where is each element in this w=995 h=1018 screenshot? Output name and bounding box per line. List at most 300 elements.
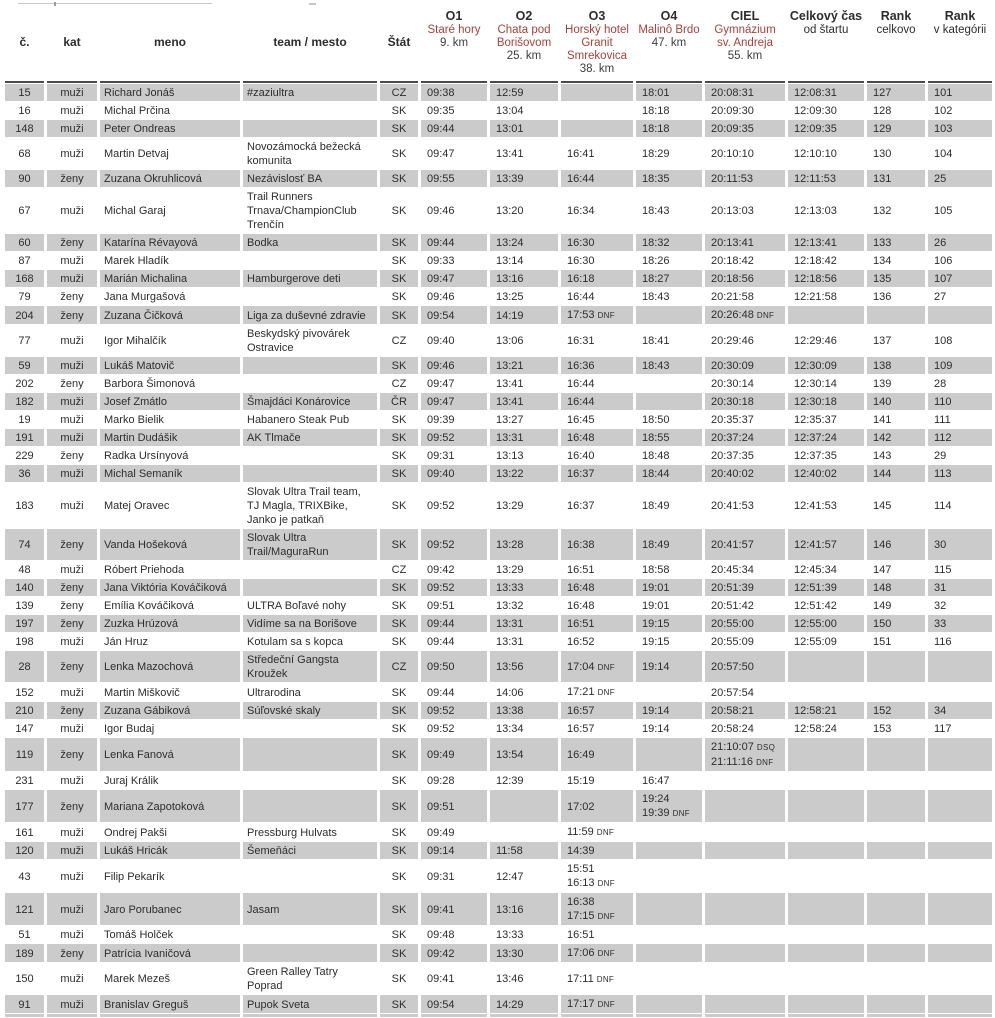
- cell-stat: SK: [380, 842, 418, 859]
- cell-team: Hamburgerove deti: [243, 270, 377, 287]
- cell-o2: 13:27: [496, 414, 524, 426]
- cell-team: Slovak Ultra Trail/MaguraRun: [243, 529, 377, 560]
- cell-meno: Katarína Révayová: [100, 234, 240, 251]
- cell-bib: 168: [5, 270, 44, 287]
- cell-rank_category: [928, 306, 992, 324]
- cell-bib: 183: [15, 500, 34, 512]
- cell-meno: Michal Prčina: [104, 105, 171, 117]
- cell-ciel: [705, 790, 785, 822]
- cell-bib: 229: [15, 450, 34, 462]
- results-table-body: [5, 84, 992, 1017]
- top-edge-remnant-tick: [54, 2, 56, 6]
- cell-rank_category: [928, 651, 992, 682]
- cell-stat: SK: [391, 723, 407, 735]
- cell-rank_overall: 140: [867, 393, 925, 410]
- cell-o1: 09:48: [427, 929, 455, 941]
- cell-stat: SK: [380, 429, 418, 446]
- cell-meno: Josef Zmátlo: [100, 393, 240, 410]
- cell-o1: 09:38: [421, 84, 487, 101]
- cell-total: 12:10:10: [794, 148, 837, 160]
- cell-bib: 189: [5, 944, 44, 962]
- cell-stat: SK: [391, 291, 407, 303]
- cell-o2: 14:19: [490, 306, 558, 324]
- col-header-total-sub: od štartu: [803, 24, 849, 36]
- cell-ciel: 21:10:07 DSQ 21:11:16 DNF: [705, 738, 785, 771]
- cell-o2: 13:06: [496, 335, 524, 347]
- cell-bib: 43: [18, 870, 31, 883]
- cell-total: [788, 823, 864, 841]
- cell-meno: Vanda Hošeková: [100, 529, 240, 560]
- table-row: [5, 411, 992, 428]
- cell-o2: 13:46: [496, 973, 524, 985]
- cell-o4: 19:24 19:39 DNF: [636, 790, 702, 822]
- cell-o2: 13:29: [496, 564, 524, 576]
- cell-partial: [380, 1014, 418, 1017]
- cell-ciel: 20:30:09: [705, 357, 785, 374]
- cell-o4: 18:43: [642, 205, 670, 217]
- cell-ciel: 20:10:10: [711, 148, 754, 160]
- cell-kat: muži: [47, 393, 97, 410]
- cell-ciel: 20:37:24: [705, 429, 785, 446]
- cell-rank_overall: 136: [873, 291, 892, 303]
- cell-o2: 14:29: [490, 995, 558, 1013]
- cell-meno: Michal Garaj: [104, 205, 166, 217]
- cell-kat: ženy: [47, 615, 97, 632]
- cell-total: 12:55:09: [794, 636, 837, 648]
- cell-bib: 204: [5, 306, 44, 324]
- cell-o3: 16:49: [561, 738, 633, 771]
- cell-o1: 09:44: [421, 234, 487, 251]
- cell-rank_category: [928, 790, 992, 822]
- top-edge-remnant-mark: [309, 3, 316, 5]
- cell-rank_overall: [867, 738, 925, 771]
- cell-kat: muži: [60, 500, 84, 512]
- cell-total: [788, 772, 864, 789]
- cell-bib: 202: [15, 378, 34, 390]
- col-header-ciel: [705, 3, 785, 83]
- cell-o2: 12:47: [496, 870, 524, 883]
- cell-o3: 15:19: [567, 775, 595, 787]
- cell-bib: 67: [18, 205, 31, 217]
- status-flag: DSQ: [756, 743, 776, 752]
- cell-o2: 13:01: [490, 120, 558, 137]
- cell-meno: Martin Dudášik: [100, 429, 240, 446]
- cell-o1: 09:52: [421, 702, 487, 719]
- cell-o3: 14:39: [561, 842, 633, 859]
- status-flag: DNF: [756, 758, 774, 767]
- cell-ciel: 20:58:24: [711, 723, 754, 735]
- cell-o3: 16:57: [567, 723, 595, 735]
- status-flag: DNF: [672, 809, 690, 818]
- cell-kat: muži: [47, 465, 97, 482]
- cell-kat: muži: [60, 775, 84, 787]
- cell-o1: 09:39: [427, 414, 455, 426]
- status-flag: DNF: [597, 879, 615, 888]
- cell-kat: ženy: [47, 738, 97, 771]
- cell-rank_overall: 134: [873, 255, 892, 267]
- cell-o4: 18:27: [636, 270, 702, 287]
- cell-total: 12:21:58: [794, 291, 837, 303]
- cell-rank_category: [928, 683, 992, 701]
- cell-rank_category: 114: [934, 500, 952, 512]
- cell-stat: CZ: [391, 378, 407, 390]
- cell-bib: 182: [5, 393, 44, 410]
- cell-meno: Branislav Greguš: [100, 995, 240, 1013]
- cell-o3: 16:51: [567, 929, 595, 941]
- cell-kat: muži: [47, 429, 97, 446]
- col-header-kat: [47, 3, 97, 83]
- cell-kat: muži: [60, 929, 84, 941]
- cell-o3: 16:45: [567, 414, 595, 426]
- cell-meno: Michal Semaník: [100, 465, 240, 482]
- cell-o4: 19:01: [642, 600, 670, 612]
- cell-o2: 13:31: [490, 615, 558, 632]
- cell-total: 12:08:31: [788, 84, 864, 101]
- table-row: [5, 633, 992, 650]
- cell-total: [788, 306, 864, 324]
- cell-kat: ženy: [60, 378, 84, 390]
- cell-bib: 198: [15, 636, 34, 648]
- cell-ciel: 20:18:56: [705, 270, 785, 287]
- cell-rank_category: 116: [934, 636, 952, 648]
- cell-rank_category: [928, 995, 992, 1013]
- cell-o4: 18:50: [642, 414, 670, 426]
- cell-rank_category: 112: [928, 429, 992, 446]
- cell-o4: 18:43: [636, 357, 702, 374]
- col-header-meno-label: meno: [153, 35, 186, 49]
- cell-rank_overall: 149: [873, 600, 892, 612]
- cell-o4: [636, 926, 702, 943]
- col-header-team: [243, 3, 377, 83]
- cell-rank_overall: 130: [873, 148, 892, 160]
- table-row: [5, 429, 992, 446]
- col-header-o3: [561, 3, 633, 83]
- cell-o1: 09:46: [427, 205, 455, 217]
- cell-o1: 09:31: [427, 870, 455, 883]
- cell-ciel: 20:55:00: [705, 615, 785, 632]
- cell-kat: muži: [60, 105, 84, 117]
- cell-bib: 191: [5, 429, 44, 446]
- cell-o4: 18:43: [642, 291, 670, 303]
- cell-o3: 16:51: [561, 615, 633, 632]
- cell-total: [788, 842, 864, 859]
- cell-stat: SK: [391, 414, 407, 426]
- cell-total: [788, 790, 864, 822]
- cell-stat: SK: [380, 234, 418, 251]
- cell-o2: 13:54: [490, 738, 558, 771]
- cell-kat: muži: [60, 723, 84, 735]
- cell-o1: 09:52: [421, 579, 487, 596]
- cell-o3: 16:44: [561, 393, 633, 410]
- cell-kat: ženy: [47, 944, 97, 962]
- cell-rank_overall: [867, 823, 925, 841]
- cell-stat: SK: [380, 893, 418, 925]
- cell-partial: [928, 1014, 992, 1017]
- col-header-total-label: Celkový čas: [789, 9, 863, 23]
- cell-team: Nezávislosť BA: [243, 170, 377, 187]
- cell-bib: 51: [18, 929, 31, 941]
- cell-ciel: 20:40:02: [705, 465, 785, 482]
- cell-bib: 121: [5, 893, 44, 925]
- col-header-o1: [421, 3, 487, 83]
- cell-o2: 13:28: [490, 529, 558, 560]
- results-table: [2, 2, 995, 1018]
- table-row: [5, 393, 992, 410]
- cell-rank_overall: [867, 683, 925, 701]
- cell-o2: 13:16: [490, 270, 558, 287]
- cell-ciel: 20:13:03: [711, 205, 754, 217]
- table-row: [5, 683, 992, 701]
- cell-total: 12:58:21: [788, 702, 864, 719]
- cell-team: Súľovské skaly: [243, 702, 377, 719]
- cell-meno: Marián Michalina: [100, 270, 240, 287]
- table-row: [5, 483, 992, 528]
- cell-total: [788, 944, 864, 962]
- cell-o1: 09:44: [427, 686, 455, 699]
- cell-meno: Zuzana Okruhlicová: [100, 170, 240, 187]
- table-row: [5, 823, 992, 841]
- cell-o3: 16:44: [567, 378, 595, 390]
- cell-o3: 17:06 DNF: [561, 944, 633, 962]
- cell-o3: [561, 102, 633, 119]
- cell-rank_category: 103: [928, 120, 992, 137]
- cell-meno: Zuzana Gábiková: [100, 702, 240, 719]
- cell-o4: 19:15: [636, 615, 702, 632]
- cell-bib: 119: [5, 738, 44, 771]
- table-row: [5, 288, 992, 305]
- cell-o3: 16:18: [561, 270, 633, 287]
- cell-rank_overall: 138: [867, 357, 925, 374]
- cell-stat: SK: [380, 738, 418, 771]
- cell-o1: 09:40: [427, 335, 455, 347]
- cell-rank_category: 30: [928, 529, 992, 560]
- cell-o2: 13:30: [490, 944, 558, 962]
- cell-team: Liga za duševné zdravie: [243, 306, 377, 324]
- cell-rank_overall: 143: [873, 450, 892, 462]
- cell-total: [788, 860, 864, 892]
- col-header-rank-overall-sub: celkovo: [876, 24, 916, 36]
- cell-ciel: 20:13:41: [705, 234, 785, 251]
- table-row: [5, 720, 992, 737]
- cell-bib: 79: [18, 291, 31, 303]
- cell-total: 12:41:57: [788, 529, 864, 560]
- cell-o4: [636, 860, 702, 892]
- cell-o2: 14:06: [496, 686, 524, 699]
- cell-o2: 12:39: [496, 775, 524, 787]
- cell-kat: muži: [60, 826, 84, 839]
- cell-rank_overall: [867, 790, 925, 822]
- cell-stat: SK: [380, 790, 418, 822]
- cell-o1: 09:52: [427, 723, 455, 735]
- cell-rank_overall: [867, 306, 925, 324]
- cell-o1: 09:47: [421, 393, 487, 410]
- cell-o4: 18:49: [642, 500, 670, 512]
- cell-o4: [636, 823, 702, 841]
- cell-rank_overall: 151: [873, 636, 892, 648]
- status-flag: DNF: [597, 912, 615, 921]
- table-row: [5, 944, 992, 962]
- cell-ciel: 20:09:35: [705, 120, 785, 137]
- cell-total: 12:51:39: [788, 579, 864, 596]
- header-row: [5, 3, 992, 83]
- cell-o1: 09:52: [421, 429, 487, 446]
- cell-total: 12:55:00: [788, 615, 864, 632]
- cell-kat: ženy: [47, 306, 97, 324]
- cell-stat: CZ: [380, 651, 418, 682]
- cell-o4: [636, 944, 702, 962]
- cell-bib: 161: [15, 826, 34, 839]
- cell-rank_category: 101: [928, 84, 992, 101]
- cell-meno: Barbora Šimonová: [104, 378, 196, 390]
- cell-rank_category: 27: [934, 291, 947, 303]
- cell-total: 12:18:56: [788, 270, 864, 287]
- cell-team: [243, 288, 377, 305]
- cell-o3: 11:59 DNF: [567, 826, 615, 838]
- cell-bib: 152: [15, 686, 34, 699]
- cell-partial: [636, 1014, 702, 1017]
- cell-o3: 17:53 DNF: [561, 306, 633, 324]
- cell-meno: Martin Miškovič: [104, 686, 180, 699]
- col-header-o2-km: 25. km: [506, 50, 542, 62]
- cell-o4: 18:44: [636, 465, 702, 482]
- cell-o4: 19:14: [642, 723, 670, 735]
- cell-ciel: 20:35:37: [711, 414, 754, 426]
- cell-o4: 16:47: [642, 775, 670, 787]
- col-header-rank-category-sub: v kategórii: [933, 24, 987, 36]
- cell-o2: 13:32: [496, 600, 524, 612]
- cell-total: 12:45:34: [794, 564, 837, 576]
- cell-stat: SK: [391, 205, 407, 217]
- cell-o3: 16:44: [561, 170, 633, 187]
- cell-ciel: 20:51:42: [711, 600, 754, 612]
- table-row: [5, 702, 992, 719]
- cell-kat: muži: [47, 120, 97, 137]
- col-header-o4-km: 47. km: [651, 37, 687, 49]
- cell-o2: 13:04: [496, 105, 524, 117]
- cell-o3: 17:04 DNF: [561, 651, 633, 682]
- col-header-total-time: [788, 3, 864, 83]
- cell-rank_overall: 141: [873, 414, 892, 426]
- cell-rank_category: [928, 860, 992, 892]
- cell-bib: 139: [15, 600, 34, 612]
- cell-bib: 59: [5, 357, 44, 374]
- cell-meno: Patrícia Ivaničová: [100, 944, 240, 962]
- cell-stat: SK: [380, 357, 418, 374]
- cell-kat: muži: [60, 205, 84, 217]
- cell-total: 12:35:37: [794, 414, 837, 426]
- table-row: [5, 995, 992, 1013]
- cell-ciel: 20:30:14: [711, 378, 754, 390]
- cell-o1: 09:41: [427, 973, 455, 985]
- cell-kat: muži: [47, 995, 97, 1013]
- cell-total: 12:18:42: [794, 255, 837, 267]
- cell-stat: SK: [380, 702, 418, 719]
- cell-ciel: [705, 893, 785, 925]
- cell-o3: 15:51 16:13 DNF: [567, 863, 615, 889]
- cell-bib: 74: [5, 529, 44, 560]
- cell-kat: muži: [60, 255, 84, 267]
- cell-o1: 09:14: [421, 842, 487, 859]
- cell-rank_overall: [867, 995, 925, 1013]
- cell-o1: 09:49: [421, 738, 487, 771]
- cell-total: 12:37:24: [788, 429, 864, 446]
- cell-total: 12:30:14: [794, 378, 837, 390]
- col-header-bib: [5, 3, 44, 83]
- cell-kat: ženy: [47, 702, 97, 719]
- cell-ciel: 20:18:42: [711, 255, 754, 267]
- cell-rank_category: 111: [934, 414, 951, 426]
- cell-rank_category: 107: [928, 270, 992, 287]
- cell-o1: 09:35: [427, 105, 455, 117]
- cell-o2: 13:16: [490, 893, 558, 925]
- cell-o4: 18:41: [642, 335, 670, 347]
- cell-rank_category: 115: [934, 564, 952, 576]
- table-row: [5, 252, 992, 269]
- cell-team: Pupok Sveta: [243, 995, 377, 1013]
- cell-bib: 210: [5, 702, 44, 719]
- table-row: [5, 138, 992, 169]
- cell-team: Beskydský pivovárek Ostravice: [247, 328, 350, 354]
- cell-team: Bodka: [243, 234, 377, 251]
- cell-o2: 13:25: [496, 291, 524, 303]
- cell-bib: 177: [5, 790, 44, 822]
- col-header-ciel-place: Gymnázium sv. Andreja: [714, 24, 776, 49]
- cell-partial: [788, 1014, 864, 1017]
- cell-o3: [561, 84, 633, 101]
- cell-team: [243, 465, 377, 482]
- cell-rank_overall: 129: [867, 120, 925, 137]
- cell-total: [788, 995, 864, 1013]
- cell-kat: ženy: [60, 600, 84, 612]
- cell-bib: 68: [18, 148, 31, 160]
- table-row: [5, 926, 992, 943]
- cell-team: [243, 926, 377, 943]
- col-header-team-label: team / mesto: [273, 35, 347, 49]
- cell-o2: 13:33: [496, 929, 524, 941]
- cell-rank_overall: 132: [873, 205, 892, 217]
- cell-partial: [243, 1014, 377, 1017]
- cell-stat: SK: [391, 870, 407, 883]
- cell-kat: ženy: [47, 579, 97, 596]
- cell-o4: 19:15: [642, 636, 670, 648]
- cell-team: AK Tlmače: [243, 429, 377, 446]
- cell-o3: 16:37: [567, 500, 595, 512]
- cell-rank_category: 32: [934, 600, 947, 612]
- cell-rank_category: 108: [934, 335, 953, 347]
- cell-o4: [636, 893, 702, 925]
- cell-o3: 17:17 DNF: [561, 995, 633, 1013]
- cell-o1: 09:31: [427, 450, 455, 462]
- cell-team: Ultrarodina: [247, 686, 301, 699]
- cell-ciel: 20:21:58: [711, 291, 754, 303]
- cell-team: #zaziultra: [243, 84, 377, 101]
- cell-o1: 09:44: [421, 120, 487, 137]
- col-header-meno: [100, 3, 240, 83]
- cell-o4: 19:14: [636, 651, 702, 682]
- cell-stat: SK: [391, 148, 407, 160]
- cell-team: ULTRA Boľavé nohy: [247, 600, 346, 612]
- cell-kat: ženy: [47, 790, 97, 822]
- cell-rank_category: [928, 738, 992, 771]
- cell-team: Šemeňáci: [243, 842, 377, 859]
- cell-o3: [561, 120, 633, 137]
- cell-rank_overall: 128: [873, 105, 892, 117]
- cell-rank_overall: [867, 893, 925, 925]
- cell-bib: 48: [18, 564, 31, 576]
- cell-kat: muži: [60, 973, 84, 985]
- cell-o3: 17:11 DNF: [567, 972, 615, 985]
- cell-rank_overall: [867, 944, 925, 962]
